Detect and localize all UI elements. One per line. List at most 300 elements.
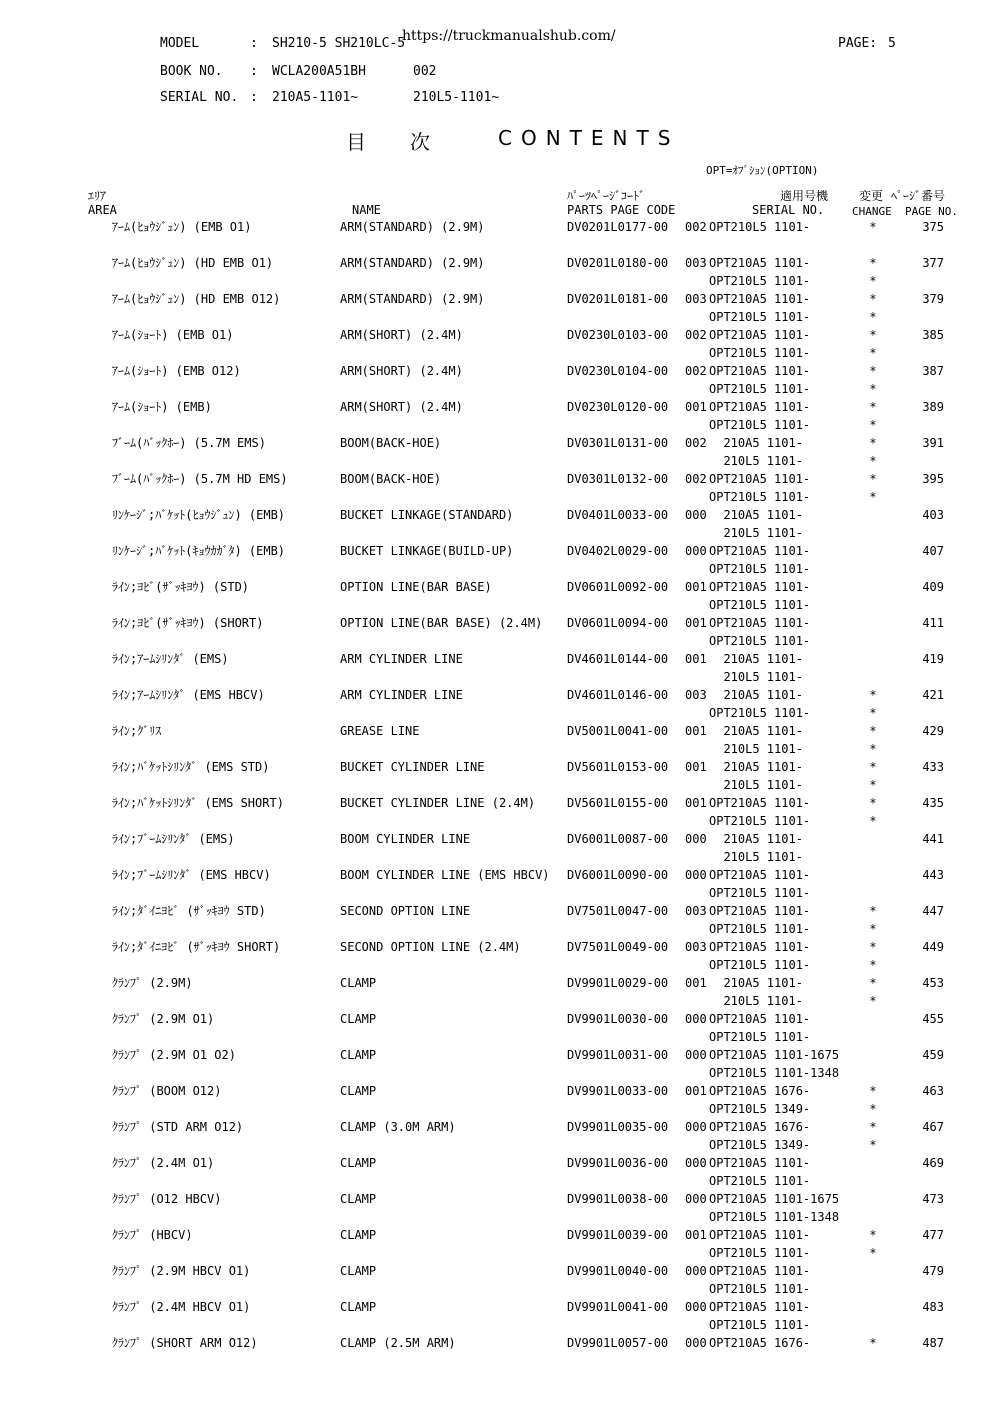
serial-cell: 210L5 1101- (709, 742, 803, 756)
serial-cell: OPT210L5 1101- (709, 274, 811, 288)
page-cell: 435 (922, 796, 944, 810)
parts-code-cell: DV0201L0180-00 (567, 256, 669, 270)
serial-cell: OPT210L5 1101-1348 (709, 1210, 840, 1224)
name-cell: ARM CYLINDER LINE (340, 688, 463, 702)
parts-code-cell: DV9901L0030-00 (567, 1012, 669, 1026)
page-cell: 467 (922, 1120, 944, 1134)
variant-cell: 001 (685, 580, 707, 594)
serial-cell: OPT210A5 1101- (709, 328, 811, 342)
change-mark: * (869, 1336, 877, 1350)
change-mark: * (869, 958, 877, 972)
table-row (0, 1118, 992, 1136)
variant-cell: 001 (685, 796, 707, 810)
serial-cell: OPT210A5 1676- (709, 1336, 811, 1350)
serial-cell: OPT210A5 1101- (709, 1228, 811, 1242)
name-cell: SECOND OPTION LINE (340, 904, 471, 918)
page-cell: 375 (922, 220, 944, 234)
serial-cell: OPT210L5 1349- (709, 1102, 811, 1116)
table-row-continuation (0, 380, 992, 398)
change-mark: * (869, 454, 877, 468)
name-cell: CLAMP (340, 1012, 377, 1026)
serial-cell: OPT210L5 1101- (709, 1282, 811, 1296)
page-cell: 443 (922, 868, 944, 882)
serial-cell: OPT210A5 1101-1675 (709, 1192, 840, 1206)
table-row-continuation (0, 1064, 992, 1082)
parts-code-cell: DV9901L0041-00 (567, 1300, 669, 1314)
variant-cell: 000 (685, 1048, 707, 1062)
name-header: NAME (352, 203, 381, 217)
page-cell: 459 (922, 1048, 944, 1062)
table-row (0, 722, 992, 740)
table-row (0, 614, 992, 632)
serial-cell: OPT210A5 1101- (709, 472, 811, 486)
parts-code-cell: DV0230L0103-00 (567, 328, 669, 342)
variant-cell: 000 (685, 832, 707, 846)
change-mark: * (869, 760, 877, 774)
name-cell: BUCKET CYLINDER LINE (2.4M) (340, 796, 536, 810)
page-cell: 377 (922, 256, 944, 270)
change-mark: * (869, 940, 877, 954)
area-cell: ﾌﾞｰﾑ(ﾊﾞｯｸﾎｰ) (5.7M EMS) (112, 436, 266, 450)
change-mark: * (869, 364, 877, 378)
table-row-continuation (0, 668, 992, 686)
book-label: BOOK NO. (160, 64, 223, 79)
page-cell: 453 (922, 976, 944, 990)
table-row-continuation (0, 236, 992, 254)
variant-cell: 001 (685, 1084, 707, 1098)
change-mark: * (869, 436, 877, 450)
table-row (0, 686, 992, 704)
variant-cell: 001 (685, 724, 707, 738)
name-cell: CLAMP (340, 1192, 377, 1206)
serial-cell: 210A5 1101- (709, 760, 803, 774)
variant-cell: 000 (685, 1156, 707, 1170)
variant-cell: 002 (685, 220, 707, 234)
page-cell: 409 (922, 580, 944, 594)
area-cell: ﾗｲﾝ;ﾊﾞｹｯﾄｼﾘﾝﾀﾞ (EMS SHORT) (112, 796, 284, 810)
change-mark: * (869, 220, 877, 234)
table-row (0, 470, 992, 488)
name-cell: CLAMP (340, 1228, 377, 1242)
serial-cell: OPT210A5 1101- (709, 292, 811, 306)
serial-cell: OPT210L5 1101- (709, 706, 811, 720)
variant-cell: 002 (685, 472, 707, 486)
area-cell: ﾗｲﾝ;ｸﾞﾘｽ (112, 724, 162, 738)
name-cell: ARM(STANDARD) (2.9M) (340, 220, 485, 234)
table-row-continuation (0, 308, 992, 326)
name-cell: CLAMP (340, 1300, 377, 1314)
name-cell: ARM(STANDARD) (2.9M) (340, 256, 485, 270)
page-cell: 379 (922, 292, 944, 306)
parts-code-cell: DV6001L0090-00 (567, 868, 669, 882)
change-mark: * (869, 256, 877, 270)
table-row-continuation (0, 776, 992, 794)
serial-cell: OPT210L5 1101- (709, 598, 811, 612)
serial-cell: OPT210L5 1101- (709, 310, 811, 324)
parts-code-cell: DV0201L0177-00 (567, 220, 669, 234)
serial-cell: OPT210A5 1101- (709, 616, 811, 630)
table-row (0, 1226, 992, 1244)
serial-cell: OPT210L5 1101- (709, 814, 811, 828)
page-cell: 483 (922, 1300, 944, 1314)
serial-cell: OPT210A5 1101- (709, 400, 811, 414)
parts-code-cell: DV0402L0029-00 (567, 544, 669, 558)
change-mark: * (869, 814, 877, 828)
change-mark: * (869, 904, 877, 918)
page-cell: 403 (922, 508, 944, 522)
serial-cell: OPT210L5 1101- (709, 922, 811, 936)
serial-cell: OPT210L5 1101- (709, 1318, 811, 1332)
variant-cell: 000 (685, 1192, 707, 1206)
serial-cell: OPT210A5 1101- (709, 1264, 811, 1278)
table-row (0, 938, 992, 956)
serial-cell: OPT210L5 1101- (709, 220, 811, 234)
area-cell: ﾗｲﾝ;ﾖﾋﾞ(ｻﾞｯｷﾖｳ) (STD) (112, 580, 250, 594)
parts-code-cell: DV9901L0035-00 (567, 1120, 669, 1134)
area-cell: ｱｰﾑ(ﾋｮｳｼﾞｭﾝ) (EMB O1) (112, 220, 252, 234)
area-cell: ﾗｲﾝ;ﾀﾞｲﾆﾖﾋﾞ (ｻﾞｯｷﾖｳ STD) (112, 904, 266, 918)
book-suffix: 002 (413, 64, 437, 79)
table-row-continuation (0, 416, 992, 434)
serial-cell: 210L5 1101- (709, 670, 803, 684)
change-mark: * (869, 490, 877, 504)
area-cell: ｱｰﾑ(ﾋｮｳｼﾞｭﾝ) (HD EMB O1) (112, 256, 274, 270)
table-row (0, 1154, 992, 1172)
serial-cell: 210L5 1101- (709, 526, 803, 540)
serial-cell: OPT210L5 1349- (709, 1138, 811, 1152)
area-cell: ｸﾗﾝﾌﾟ (O12 HBCV) (112, 1192, 222, 1206)
serial-cell: OPT210A5 1101- (709, 364, 811, 378)
area-cell: ﾗｲﾝ;ﾌﾞｰﾑｼﾘﾝﾀﾞ (EMS) (112, 832, 235, 846)
table-row (0, 362, 992, 380)
name-cell: OPTION LINE(BAR BASE) (2.4M) (340, 616, 543, 630)
table-row-continuation (0, 1100, 992, 1118)
change-mark: * (869, 742, 877, 756)
table-row-continuation (0, 848, 992, 866)
table-row (0, 542, 992, 560)
serial-cell: OPT210A5 1101- (709, 1012, 811, 1026)
table-row-continuation (0, 956, 992, 974)
variant-cell: 001 (685, 400, 707, 414)
table-row-continuation (0, 488, 992, 506)
table-row (0, 1334, 992, 1352)
variant-cell: 000 (685, 1336, 707, 1350)
serial-cell: OPT210A5 1101- (709, 544, 811, 558)
table-row (0, 758, 992, 776)
table-row (0, 578, 992, 596)
area-cell: ｸﾗﾝﾌﾟ (2.9M) (112, 976, 193, 990)
serial-cell: OPT210L5 1101- (709, 634, 811, 648)
change-mark: * (869, 418, 877, 432)
change-mark: * (869, 382, 877, 396)
table-row-continuation (0, 1028, 992, 1046)
change-mark: * (869, 778, 877, 792)
serial-cell: OPT210L5 1101- (709, 562, 811, 576)
name-cell: BUCKET LINKAGE(STANDARD) (340, 508, 514, 522)
serial-cell: OPT210A5 1101- (709, 904, 811, 918)
parts-code-cell: DV6001L0087-00 (567, 832, 669, 846)
page-cell: 479 (922, 1264, 944, 1278)
table-row-continuation (0, 1136, 992, 1154)
page-cell: 411 (922, 616, 944, 630)
variant-cell: 000 (685, 544, 707, 558)
serial-separator: : (250, 90, 258, 105)
name-cell: ARM(SHORT) (2.4M) (340, 328, 463, 342)
table-row-continuation (0, 632, 992, 650)
parts-code-cell: DV0301L0132-00 (567, 472, 669, 486)
name-cell: BOOM CYLINDER LINE (340, 832, 471, 846)
area-cell: ｸﾗﾝﾌﾟ (2.4M O1) (112, 1156, 215, 1170)
serial-value-a5: 210A5-1101~ (272, 90, 359, 105)
parts-code-cell: DV9901L0040-00 (567, 1264, 669, 1278)
page-cell: 421 (922, 688, 944, 702)
change-mark: * (869, 922, 877, 936)
parts-code-cell: DV4601L0146-00 (567, 688, 669, 702)
variant-cell: 001 (685, 760, 707, 774)
area-cell: ｱｰﾑ(ｼｮｰﾄ) (EMB) (112, 400, 212, 414)
table-row (0, 902, 992, 920)
serial-value-l5: 210L5-1101~ (413, 90, 500, 105)
variant-cell: 003 (685, 256, 707, 270)
parts-code-cell: DV5601L0155-00 (567, 796, 669, 810)
table-row (0, 1010, 992, 1028)
change-mark: * (869, 1084, 877, 1098)
table-row (0, 506, 992, 524)
serial-cell: OPT210A5 1676- (709, 1120, 811, 1134)
area-cell: ｱｰﾑ(ﾋｮｳｼﾞｭﾝ) (HD EMB O12) (112, 292, 281, 306)
page-header: PAGE NO. (905, 205, 958, 218)
parts-code-cell: DV9901L0039-00 (567, 1228, 669, 1242)
name-cell: BUCKET LINKAGE(BUILD-UP) (340, 544, 514, 558)
name-cell: ARM(STANDARD) (2.9M) (340, 292, 485, 306)
name-cell: CLAMP (340, 976, 377, 990)
page-cell: 455 (922, 1012, 944, 1026)
title-en: CONTENTS (498, 126, 680, 150)
area-cell: ﾗｲﾝ;ﾌﾞｰﾑｼﾘﾝﾀﾞ (EMS HBCV) (112, 868, 271, 882)
variant-cell: 000 (685, 508, 707, 522)
area-header-jp: ｴﾘｱ (88, 189, 107, 203)
serial-cell: OPT210L5 1101- (709, 418, 811, 432)
serial-cell: OPT210L5 1101- (709, 1030, 811, 1044)
serial-cell: 210A5 1101- (709, 976, 803, 990)
table-row-continuation (0, 560, 992, 578)
page-cell: 449 (922, 940, 944, 954)
serial-header-jp: 適用号機 (780, 189, 829, 203)
variant-cell: 003 (685, 940, 707, 954)
serial-cell: 210A5 1101- (709, 832, 803, 846)
area-cell: ｸﾗﾝﾌﾟ (STD ARM O12) (112, 1120, 244, 1134)
page-cell: 441 (922, 832, 944, 846)
parts-code-cell: DV5601L0153-00 (567, 760, 669, 774)
serial-cell: 210L5 1101- (709, 454, 803, 468)
table-row (0, 974, 992, 992)
table-row (0, 794, 992, 812)
serial-cell: OPT210A5 1101- (709, 580, 811, 594)
parts-code-cell: DV5001L0041-00 (567, 724, 669, 738)
change-mark: * (869, 310, 877, 324)
variant-cell: 000 (685, 868, 707, 882)
page-cell: 433 (922, 760, 944, 774)
parts-code-cell: DV0301L0131-00 (567, 436, 669, 450)
variant-cell: 000 (685, 1264, 707, 1278)
parts-code-cell: DV9901L0038-00 (567, 1192, 669, 1206)
table-row-continuation (0, 1316, 992, 1334)
serial-cell: OPT210A5 1101- (709, 1300, 811, 1314)
table-row (0, 434, 992, 452)
serial-cell: OPT210A5 1101-1675 (709, 1048, 840, 1062)
area-cell: ｱｰﾑ(ｼｮｰﾄ) (EMB O12) (112, 364, 241, 378)
option-note: OPT=ｵﾌﾟｼｮﾝ(OPTION) (706, 164, 819, 177)
area-header: AREA (88, 203, 117, 217)
page-header-jp: ﾍﾟｰｼﾞ番号 (891, 189, 946, 203)
table-row-continuation (0, 1352, 992, 1370)
name-cell: CLAMP (2.5M ARM) (340, 1336, 456, 1350)
serial-cell: 210A5 1101- (709, 652, 803, 666)
change-mark: * (869, 274, 877, 288)
name-cell: BOOM(BACK-HOE) (340, 436, 442, 450)
serial-cell: 210A5 1101- (709, 688, 803, 702)
table-row-continuation (0, 884, 992, 902)
area-cell: ﾘﾝｹｰｼﾞ;ﾊﾞｹｯﾄ(ﾋｮｳｼﾞｭﾝ) (EMB) (112, 508, 286, 522)
variant-cell: 000 (685, 1300, 707, 1314)
table-row (0, 290, 992, 308)
serial-cell: OPT210L5 1101- (709, 490, 811, 504)
book-value: WCLA200A51BH (272, 64, 366, 79)
area-cell: ﾗｲﾝ;ﾖﾋﾞ(ｻﾞｯｷﾖｳ) (SHORT) (112, 616, 264, 630)
variant-cell: 002 (685, 364, 707, 378)
page-cell: 419 (922, 652, 944, 666)
table-row (0, 218, 992, 236)
serial-cell: OPT210A5 1101- (709, 256, 811, 270)
table-row (0, 1082, 992, 1100)
table-row-continuation (0, 740, 992, 758)
table-row (0, 866, 992, 884)
name-cell: BUCKET CYLINDER LINE (340, 760, 485, 774)
name-cell: CLAMP (340, 1264, 377, 1278)
page-cell: 385 (922, 328, 944, 342)
parts-code-cell: DV0401L0033-00 (567, 508, 669, 522)
name-cell: CLAMP (340, 1084, 377, 1098)
table-row (0, 830, 992, 848)
serial-cell: OPT210L5 1101- (709, 886, 811, 900)
change-mark: * (869, 724, 877, 738)
serial-cell: 210L5 1101- (709, 778, 803, 792)
variant-cell: 001 (685, 616, 707, 630)
code-header: PARTS PAGE CODE (567, 203, 676, 217)
parts-code-cell: DV0601L0094-00 (567, 616, 669, 630)
area-cell: ﾌﾞｰﾑ(ﾊﾞｯｸﾎｰ) (5.7M HD EMS) (112, 472, 288, 486)
change-mark: * (869, 1120, 877, 1134)
name-cell: ARM CYLINDER LINE (340, 652, 463, 666)
book-separator: : (250, 64, 258, 79)
change-mark: * (869, 976, 877, 990)
table-row-continuation (0, 992, 992, 1010)
table-row (0, 1190, 992, 1208)
table-row-continuation (0, 920, 992, 938)
page-cell: 391 (922, 436, 944, 450)
area-cell: ｸﾗﾝﾌﾟ (BOOM O12) (112, 1084, 222, 1098)
name-cell: SECOND OPTION LINE (2.4M) (340, 940, 521, 954)
table-row (0, 398, 992, 416)
serial-header: SERIAL NO. (752, 203, 825, 217)
name-cell: BOOM(BACK-HOE) (340, 472, 442, 486)
serial-cell: OPT210A5 1101- (709, 1156, 811, 1170)
page-label: PAGE: (838, 36, 878, 51)
serial-cell: OPT210L5 1101- (709, 346, 811, 360)
change-mark: * (869, 994, 877, 1008)
parts-code-cell: DV0230L0120-00 (567, 400, 669, 414)
table-row (0, 326, 992, 344)
serial-cell: 210A5 1101- (709, 508, 803, 522)
table-row-continuation (0, 1280, 992, 1298)
serial-label: SERIAL NO. (160, 90, 239, 105)
area-cell: ｱｰﾑ(ｼｮｰﾄ) (EMB O1) (112, 328, 234, 342)
serial-cell: OPT210L5 1101-1348 (709, 1066, 840, 1080)
serial-cell: 210L5 1101- (709, 850, 803, 864)
area-cell: ｸﾗﾝﾌﾟ (2.4M HBCV O1) (112, 1300, 251, 1314)
change-mark: * (869, 472, 877, 486)
area-cell: ﾗｲﾝ;ﾀﾞｲﾆﾖﾋﾞ (ｻﾞｯｷﾖｳ SHORT) (112, 940, 281, 954)
page-cell: 395 (922, 472, 944, 486)
table-row-continuation (0, 524, 992, 542)
serial-cell: OPT210L5 1101- (709, 958, 811, 972)
change-mark: * (869, 346, 877, 360)
area-cell: ﾗｲﾝ;ｱｰﾑｼﾘﾝﾀﾞ (EMS) (112, 652, 229, 666)
table-row-continuation (0, 1172, 992, 1190)
serial-cell: OPT210L5 1101- (709, 1246, 811, 1260)
source-url[interactable]: https://truckmanualshub.com/ (402, 28, 616, 44)
parts-code-cell: DV7501L0049-00 (567, 940, 669, 954)
area-cell: ﾗｲﾝ;ｱｰﾑｼﾘﾝﾀﾞ (EMS HBCV) (112, 688, 265, 702)
parts-code-cell: DV9901L0029-00 (567, 976, 669, 990)
table-row (0, 1046, 992, 1064)
name-cell: ARM(SHORT) (2.4M) (340, 400, 463, 414)
code-header-jp: ﾊﾟｰﾂﾍﾟｰｼﾞｺｰﾄﾞ (567, 189, 646, 203)
name-cell: BOOM CYLINDER LINE (EMS HBCV) (340, 868, 550, 882)
serial-cell: OPT210L5 1101- (709, 382, 811, 396)
serial-cell: OPT210A5 1101- (709, 940, 811, 954)
page-cell: 429 (922, 724, 944, 738)
table-row (0, 1298, 992, 1316)
parts-code-cell: DV0230L0104-00 (567, 364, 669, 378)
variant-cell: 002 (685, 328, 707, 342)
serial-cell: OPT210A5 1676- (709, 1084, 811, 1098)
parts-code-cell: DV9901L0036-00 (567, 1156, 669, 1170)
page-cell: 407 (922, 544, 944, 558)
change-mark: * (869, 1228, 877, 1242)
area-cell: ｸﾗﾝﾌﾟ (SHORT ARM O12) (112, 1336, 258, 1350)
table-row (0, 254, 992, 272)
name-cell: CLAMP (340, 1048, 377, 1062)
change-mark: * (869, 1246, 877, 1260)
page-cell: 477 (922, 1228, 944, 1242)
area-cell: ﾗｲﾝ;ﾊﾞｹｯﾄｼﾘﾝﾀﾞ (EMS STD) (112, 760, 270, 774)
area-cell: ｸﾗﾝﾌﾟ (2.9M O1) (112, 1012, 215, 1026)
variant-cell: 002 (685, 436, 707, 450)
parts-code-cell: DV0601L0092-00 (567, 580, 669, 594)
area-cell: ﾘﾝｹｰｼﾞ;ﾊﾞｹｯﾄ(ｷｮｳｶｶﾞﾀ) (EMB) (112, 544, 286, 558)
serial-cell: 210L5 1101- (709, 994, 803, 1008)
table-row-continuation (0, 1208, 992, 1226)
table-row-continuation (0, 1244, 992, 1262)
page-cell: 389 (922, 400, 944, 414)
parts-code-cell: DV4601L0144-00 (567, 652, 669, 666)
name-cell: OPTION LINE(BAR BASE) (340, 580, 492, 594)
area-cell: ｸﾗﾝﾌﾟ (HBCV) (112, 1228, 193, 1242)
table-row-continuation (0, 596, 992, 614)
model-label: MODEL (160, 36, 200, 51)
change-mark: * (869, 400, 877, 414)
